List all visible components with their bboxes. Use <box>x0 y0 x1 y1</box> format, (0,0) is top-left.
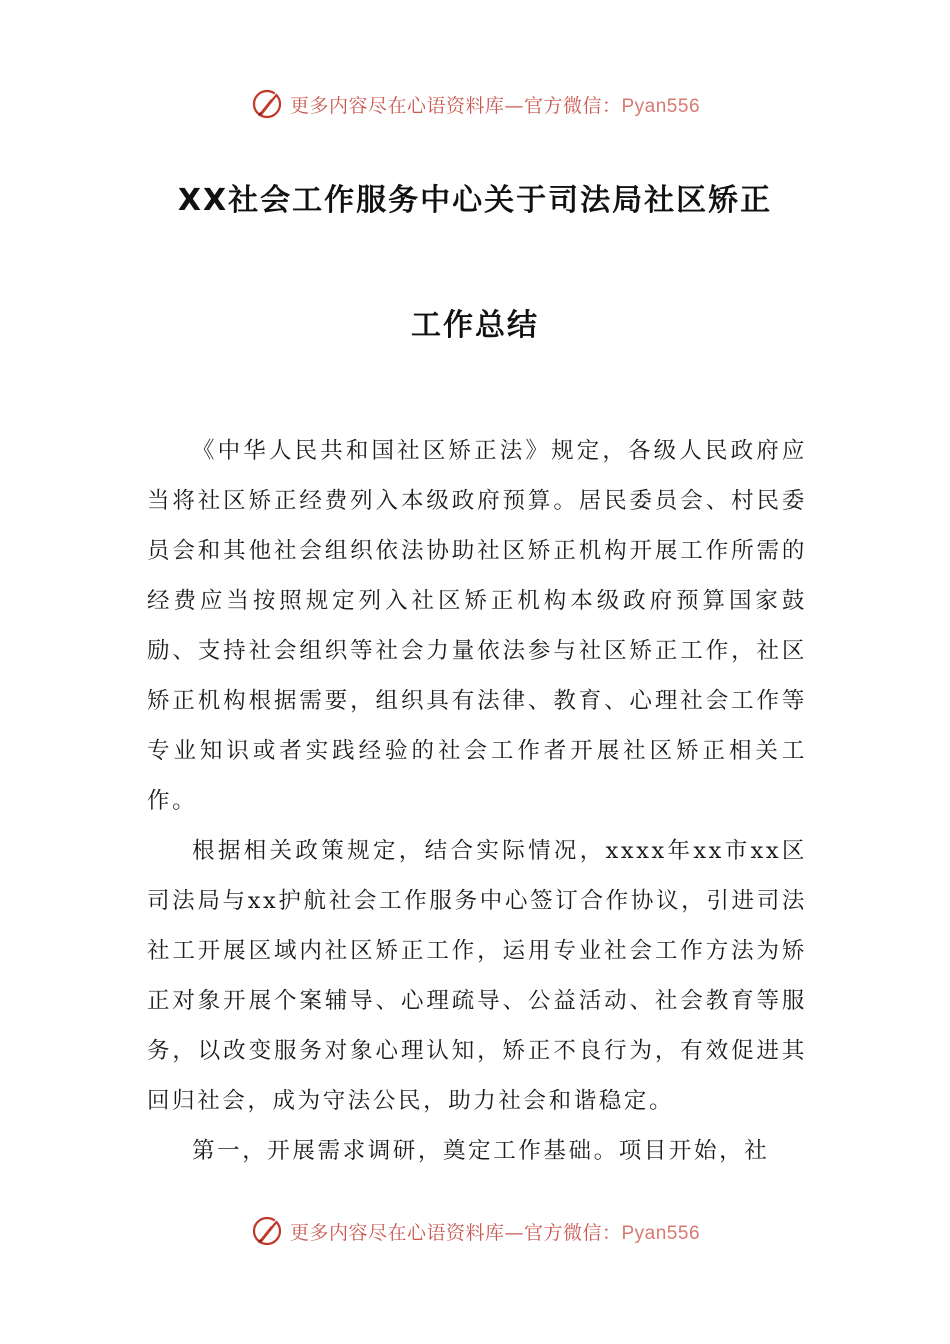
banner-slogan: 更多内容尽在心语资料库—官方微信： <box>289 1221 622 1244</box>
paragraph: 根据相关政策规定，结合实际情况，xxxx年xx市xx区司法局与xx护航社会工作服务中心签订合作协议，引进司法社工开展区域内社区矫正工作，运用专业社会工作方法为矫正对象开展个案辅导、心理疏导、公益活动、社会教育等服务，以改变服务对象心理认知，矫正不良行为，有效促进其回归社会，成为守法公民，助力社会和谐稳定。 <box>147 838 807 1114</box>
header-banner <box>0 84 950 124</box>
banner-text <box>290 1218 700 1245</box>
wechat-id: Pyan556 <box>621 95 701 117</box>
footer-banner <box>0 1211 950 1251</box>
paragraph: 第一，开展需求调研，奠定工作基础。项目开始，社 <box>192 1138 770 1164</box>
wechat-id: Pyan556 <box>621 1222 701 1244</box>
document-title-line-1: XX社会工作服务中心关于司法局社区矫正 <box>177 183 773 218</box>
banner-text <box>290 91 700 118</box>
quill-pen-logo-icon <box>250 1214 284 1248</box>
document-body <box>147 426 807 1176</box>
document-title-line-2: 工作总结 <box>411 308 539 343</box>
banner-slogan: 更多内容尽在心语资料库—官方微信： <box>289 94 622 117</box>
paragraph: 《中华人民共和国社区矫正法》规定，各级人民政府应当将社区矫正经费列入本级政府预算。居民委员会、村民委员会和其他社会组织依法协助社区矫正机构开展工作所需的经费应当按照规定列入社区矫正机构本级政府预算国家鼓励、支持社会组织等社会力量依法参与社区矫正工作，社区矫正机构根据需要，组织具有法律、教育、心理社会工作等专业知识或者实践经验的社会工作者开展社区矫正相关工作。 <box>147 438 807 814</box>
quill-pen-logo-icon <box>250 87 284 121</box>
